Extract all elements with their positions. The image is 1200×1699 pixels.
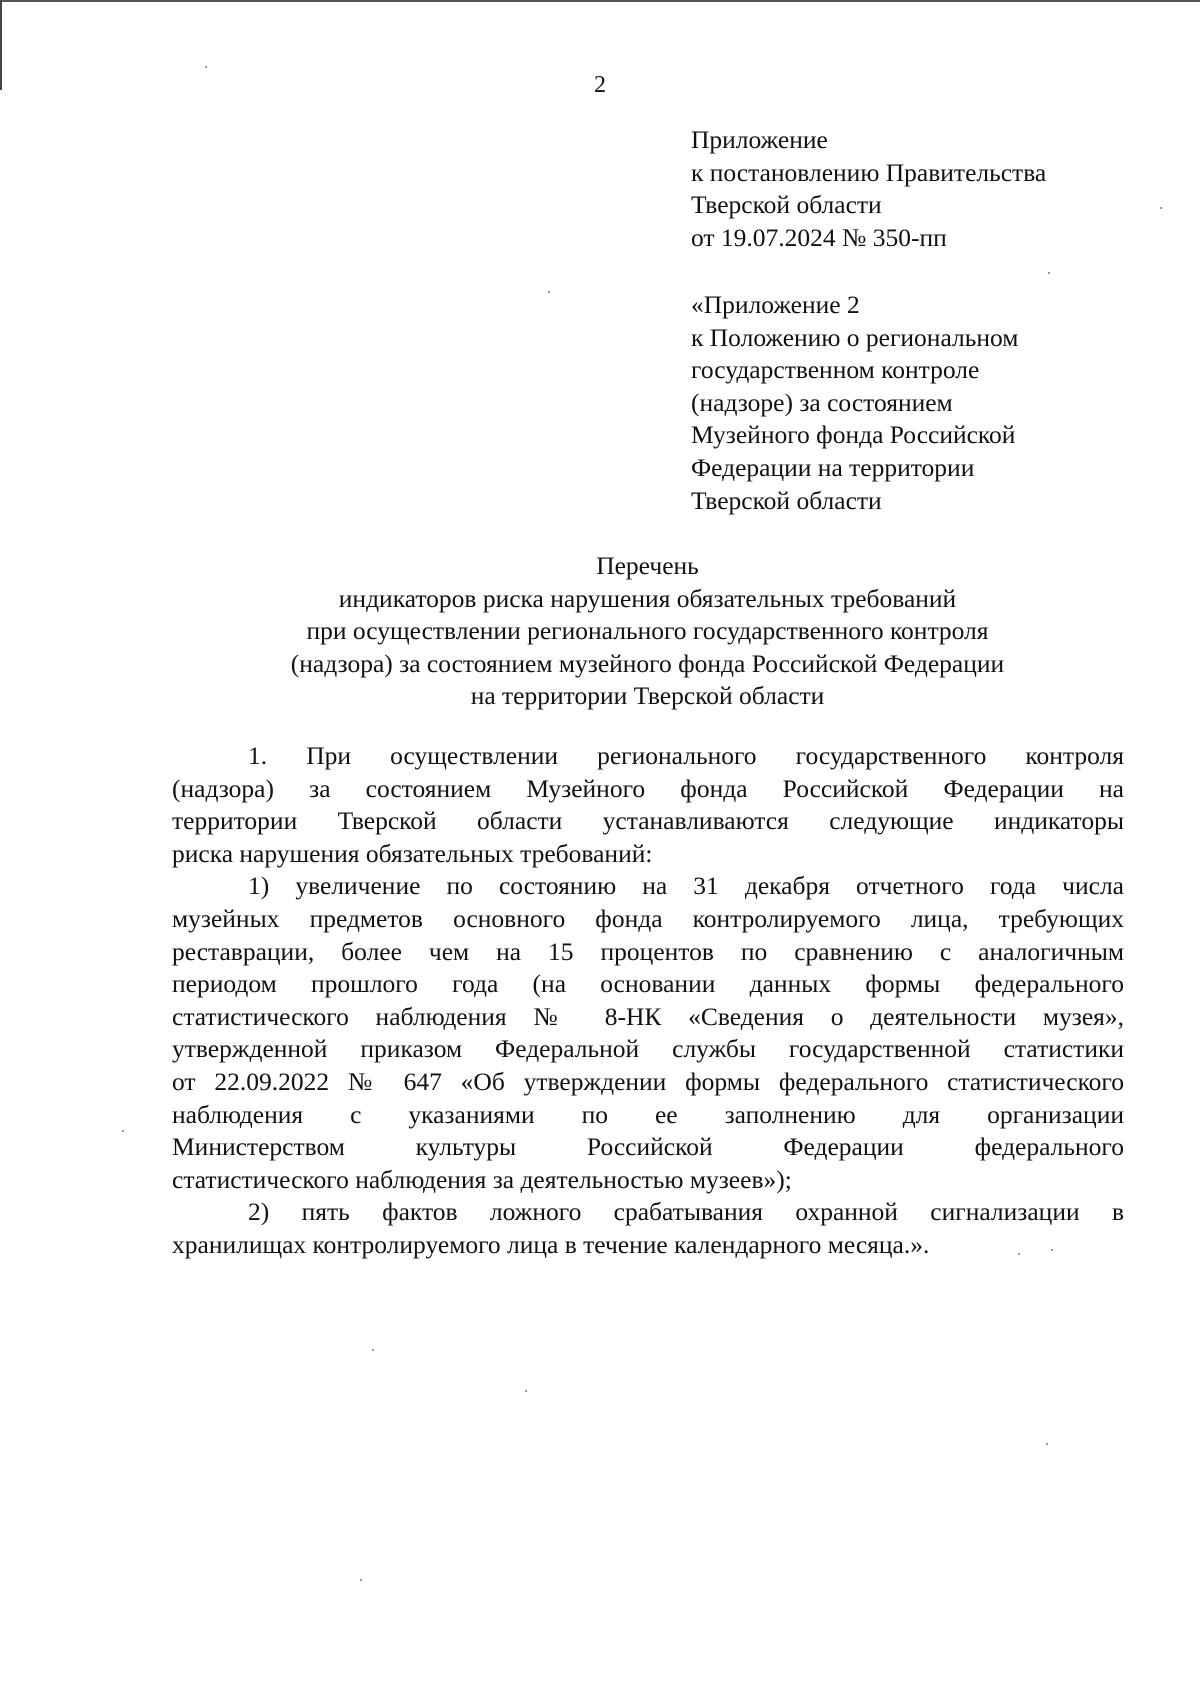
- paragraph-line: риска нарушения обязательных требований:: [172, 838, 653, 868]
- title-line: на территории Тверской области: [470, 681, 825, 711]
- title-line: при осуществлении регионального государственного контроля: [306, 616, 989, 646]
- paragraph-line: (надзора) за состоянием Музейного фонда Российской Федерации на: [172, 773, 1124, 803]
- approval-line: Тверской области: [691, 190, 882, 220]
- paragraph-line: статистического наблюдения № 8-НК «Сведения о деятельности музея»,: [172, 1001, 1124, 1031]
- title-heading: Перечень: [596, 551, 699, 580]
- paragraph-line: территории Тверской области устанавливаются следующие индикаторы: [172, 806, 1124, 836]
- paragraph-subitem-2: [172, 1196, 1124, 1261]
- title-line: индикаторов риска нарушения обязательных требований: [338, 583, 957, 613]
- regulation-appendix-line: Музейного фонда Российской: [691, 420, 1016, 450]
- paragraph-line: статистического наблюдения за деятельностью музеев»);: [172, 1164, 792, 1194]
- scan-speck: [548, 291, 550, 293]
- scan-speck: [372, 1349, 374, 1351]
- paragraph-line: Министерством культуры Российской Федерации федерального: [172, 1132, 1124, 1162]
- regulation-appendix-line: Федерации на территории: [691, 452, 975, 482]
- paragraph-line: периодом прошлого года (на основании данных формы федерального: [172, 969, 1124, 999]
- approval-line: к постановлению Правительства: [691, 157, 1047, 187]
- document-body: [172, 740, 1124, 1262]
- paragraph-line: 2) пять фактов ложного срабатывания охранной сигнализации в: [248, 1197, 1124, 1227]
- approval-line: Приложение: [691, 125, 828, 154]
- paragraph-line: утвержденной приказом Федеральной службы государственной статистики: [172, 1034, 1124, 1064]
- paragraph-subitem-1: [172, 870, 1124, 1196]
- page-number: 2: [594, 72, 606, 98]
- scan-speck: [1046, 1443, 1048, 1445]
- paragraph-line: наблюдения с указаниями по ее заполнению для организации: [172, 1099, 1124, 1129]
- regulation-appendix-line: Тверской области: [691, 485, 882, 515]
- regulation-appendix-line: к Положению о региональном: [691, 322, 1019, 352]
- approval-appendix-block: [691, 124, 1151, 254]
- scan-speck: [122, 1130, 124, 1132]
- paragraph-line: хранилищах контролируемого лица в течение календарного месяца.».: [172, 1229, 930, 1259]
- scan-speck: [1051, 1249, 1053, 1251]
- scan-speck: [360, 1579, 362, 1581]
- regulation-appendix-line: «Приложение 2: [691, 290, 860, 319]
- paragraph-line: реставрации, более чем на 15 процентов по сравнению с аналогичным: [172, 936, 1124, 966]
- document-title: [170, 550, 1125, 713]
- scan-speck: [1018, 1253, 1020, 1255]
- regulation-appendix-line: государственном контроле: [691, 355, 980, 385]
- paragraph-line: 1. При осуществлении регионального государственного контроля: [248, 741, 1124, 770]
- paragraph-line: музейных предметов основного фонда контролируемого лица, требующих: [172, 903, 1124, 933]
- scan-speck: [1048, 272, 1050, 274]
- paragraph-line: 1) увеличение по состоянию на 31 декабря отчетного года числа: [248, 871, 1124, 901]
- paragraph-item-1: [172, 740, 1124, 870]
- scan-speck: [1160, 207, 1162, 209]
- scan-speck: [205, 66, 207, 68]
- regulation-appendix-line: (надзоре) за состоянием: [691, 387, 953, 417]
- approval-line: от 19.07.2024 № 350-пп: [691, 222, 947, 252]
- title-line: (надзора) за состоянием музейного фонда Российской Федерации: [290, 648, 1005, 678]
- regulation-appendix-block: [691, 289, 1151, 517]
- page-top-edge: [0, 0, 1200, 2]
- scan-speck: [525, 1390, 527, 1392]
- paragraph-line: от 22.09.2022 № 647 «Об утверждении формы федерального статистического: [172, 1066, 1124, 1096]
